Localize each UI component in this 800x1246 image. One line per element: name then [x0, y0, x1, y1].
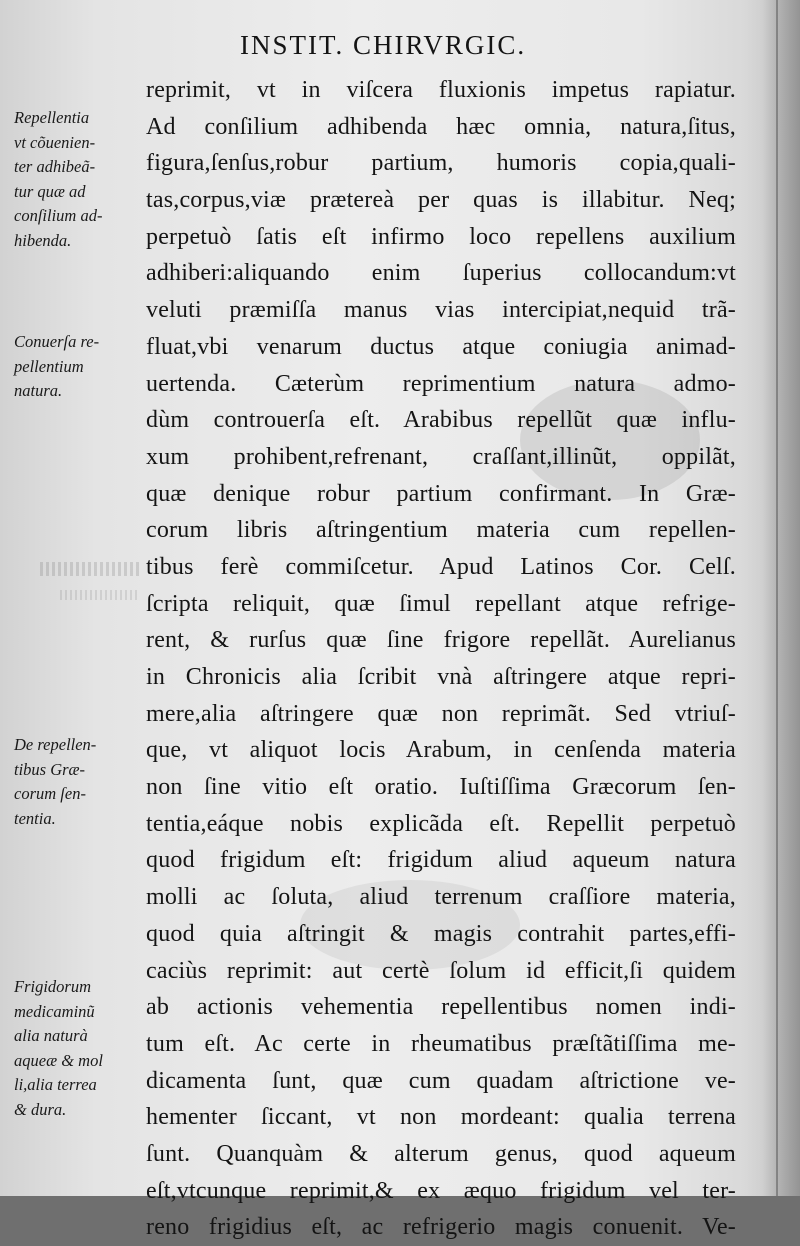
text-line: rent, & rurſus quæ ſine frigore repellãt. Aurelianus: [146, 627, 736, 654]
text-line: caciùs reprimit: aut certè ſolum id efficit,ſi quidem: [146, 957, 736, 984]
note-line: alia naturà: [14, 1026, 88, 1045]
note-line: vt cõuenien-: [14, 132, 96, 152]
note-line: & dura.: [14, 1099, 67, 1119]
page-shadow-edge: [762, 0, 800, 1196]
text-line: quod frigidum eſt: frigidum aliud aqueum natura: [146, 847, 736, 874]
text-line: figura,ſenſus,robur partium, humoris copia,quali-: [146, 150, 736, 177]
text-line: reno frigidius eſt, ac refrigerio magis conuenit. Ve-: [146, 1214, 736, 1241]
bleed-through-mark: [60, 590, 140, 600]
text-line: tum eſt. Ac certe in rheumatibus præſtãtiſſima me-: [146, 1030, 736, 1057]
note-line: pellentium: [14, 356, 84, 376]
note-line: natura.: [14, 381, 63, 400]
text-line: dùm controuerſa eſt. Arabibus repellũt quæ influ-: [146, 407, 736, 434]
text-line: reprimit, vt in viſcera fluxionis impetus rapiatur.: [146, 77, 736, 103]
note-line: li,alia terrea: [14, 1075, 97, 1094]
text-line: tentia,eáque nobis explicãda eſt. Repellit perpetuò: [146, 810, 736, 837]
text-line: tas,corpus,viæ prætereà per quas is illabitur. Neq;: [146, 187, 736, 214]
marginal-note-repellentia: [14, 106, 148, 253]
main-text-block: [146, 72, 736, 1246]
text-line: molli ac ſoluta, aliud terrenum craſſiore materia,: [146, 884, 736, 911]
note-line: Conuerſa re-: [14, 332, 100, 351]
text-line: tibus ferè commiſcetur. Apud Latinos Cor. Celſ.: [146, 553, 736, 580]
marginal-note-frigidorum: [14, 975, 148, 1122]
text-line: xum prohibent,refrenant, craſſant,illinũt, oppilãt,: [146, 443, 736, 470]
note-line: conſilium ad-: [14, 206, 103, 225]
text-line: ſcripta reliquit, quæ ſimul repellant atque refrige-: [146, 590, 736, 617]
note-line: corum ſen-: [14, 784, 86, 803]
running-head: INSTIT. CHIRVRGIC.: [240, 30, 527, 60]
text-line: dicamenta ſunt, quæ cum quadam aſtrictione ve-: [146, 1067, 736, 1094]
note-line: De repellen-: [14, 735, 97, 754]
text-line: ſunt. Quanquàm & alterum genus, quod aqueum: [146, 1140, 736, 1167]
text-line: non ſine vitio eſt oratio. Iuſtiſſima Græcorum ſen-: [146, 774, 736, 801]
bleed-through-mark: [40, 562, 140, 576]
text-line: quæ denique robur partium confirmant. In Græ-: [146, 480, 736, 507]
text-line: mere,alia aſtringere quæ non reprimãt. Sed vtriuſ-: [146, 700, 736, 727]
text-line: uertenda. Cæterùm reprimentium natura admo-: [146, 370, 736, 397]
note-line: Repellentia: [14, 108, 90, 127]
page-fold-line: [776, 0, 778, 1196]
note-line: tentia.: [14, 808, 56, 828]
text-line: que, vt aliquot locis Arabum, in cenſenda materia: [146, 737, 736, 764]
text-line: adhiberi:aliquando enim ſuperius collocandum:vt: [146, 260, 736, 287]
marginal-note-de-repellentibus: [14, 733, 148, 831]
text-line: hementer ſiccant, vt non mordeant: qualia terrena: [146, 1104, 736, 1131]
text-line: Ad conſilium adhibenda hæc omnia, natura,ſitus,: [146, 113, 736, 140]
note-line: aqueæ & mol: [14, 1050, 103, 1070]
text-line: quod quia aſtringit & magis contrahit partes,effi-: [146, 920, 736, 947]
note-line: ter adhibeã-: [14, 157, 96, 176]
note-line: medicaminũ: [14, 1001, 95, 1021]
text-line: veluti præmiſſa manus vias intercipiat,nequid trã-: [146, 297, 736, 324]
note-line: Frigidorum: [14, 977, 92, 996]
text-line: in Chronicis alia ſcribit vnà aſtringere atque repri-: [146, 664, 736, 690]
note-line: tur quæ ad: [14, 181, 86, 201]
text-line: perpetuò ſatis eſt infirmo loco repellens auxilium: [146, 223, 736, 250]
text-line: ab actionis vehementia repellentibus nomen indi-: [146, 994, 736, 1021]
text-line: corum libris aſtringentium materia cum repellen-: [146, 517, 736, 544]
marginal-note-conuersa: [14, 330, 148, 404]
note-line: tibus Græ-: [14, 759, 86, 779]
note-line: hibenda.: [14, 230, 72, 250]
text-line: fluat,vbi venarum ductus atque coniugia animad-: [146, 333, 736, 360]
text-line: eſt,vtcunque reprimit,& ex æquo frigidum vel ter-: [146, 1177, 736, 1204]
